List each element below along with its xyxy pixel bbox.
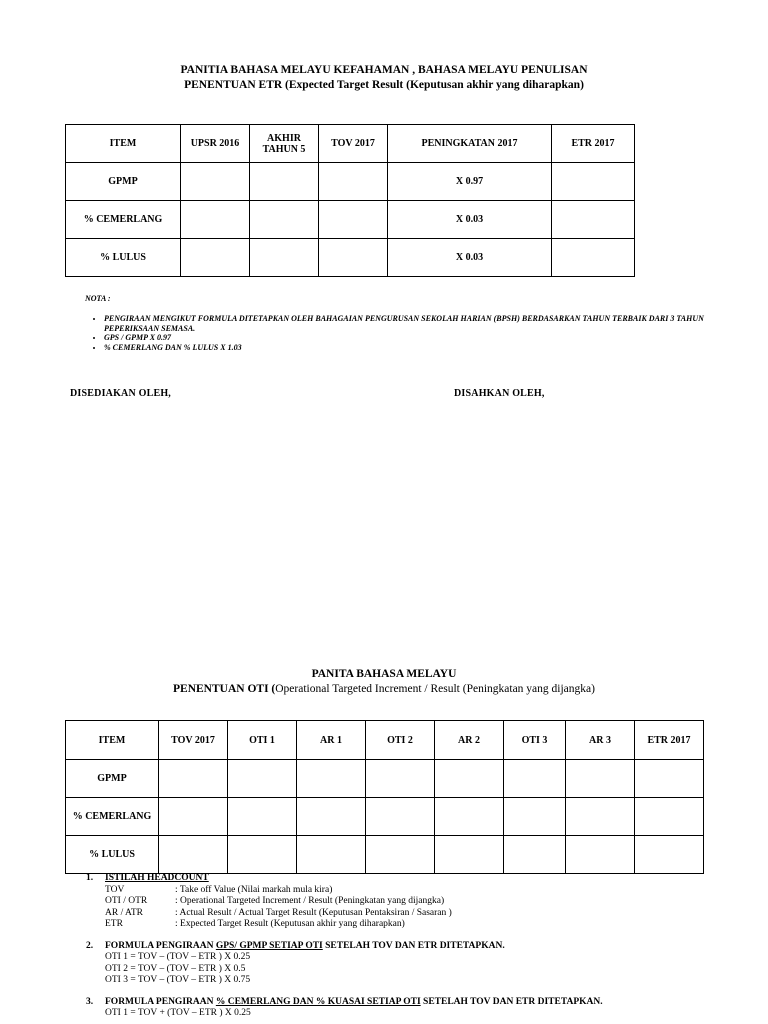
table-cell (635, 836, 704, 874)
list-item: ETR : Expected Target Result (Keputusan akhir yang diharapkan) (105, 919, 405, 929)
oti-header-tov: TOV 2017 (159, 721, 228, 760)
table-cell (228, 798, 297, 836)
table-cell (250, 163, 319, 201)
table-cell (435, 798, 504, 836)
etr-title (0, 63, 768, 93)
list-section-3-heading: 3. FORMULA PENGIRAAN % CEMERLANG DAN % KUASAI SETIAP OTI SETELAH TOV DAN ETR DITETAPKAN. (86, 996, 603, 1007)
list-item: OTI / OTR : Operational Targeted Increment / Result (Peningkatan yang dijangka) (105, 896, 445, 906)
table-cell (250, 239, 319, 277)
oti-table (65, 720, 704, 874)
oti-row-item: % CEMERLANG (66, 798, 159, 836)
oti-title-line1: PANITA BAHASA MELAYU (311, 668, 457, 680)
table-cell (319, 239, 388, 277)
list-item: AR / ATR : Actual Result / Actual Target Result (Keputusan Pentaksiran / Sasaran ) (105, 907, 452, 918)
table-cell (366, 798, 435, 836)
table-cell (159, 760, 228, 798)
table-cell (159, 836, 228, 874)
etr-row-item: % CEMERLANG (66, 201, 181, 239)
table-cell (504, 760, 566, 798)
etr-row-factor: X 0.03 (388, 201, 552, 239)
table-cell (297, 836, 366, 874)
table-row (66, 163, 635, 201)
etr-header-akhir: AKHIR TAHUN 5 (250, 125, 319, 163)
table-cell (504, 798, 566, 836)
etr-header-item: ITEM (66, 125, 181, 163)
table-cell (181, 201, 250, 239)
oti-header-etr: ETR 2017 (635, 721, 704, 760)
etr-row-item: % LULUS (66, 239, 181, 277)
etr-row-item: GPMP (66, 163, 181, 201)
table-cell (228, 760, 297, 798)
etr-header-row (66, 125, 635, 163)
oti-header-ar3: AR 3 (566, 721, 635, 760)
nota-label: NOTA : (85, 294, 111, 303)
list-section-1-heading: 1. ISTILAH HEADCOUNT (86, 873, 209, 883)
approved-by-label: DISAHKAN OLEH, (454, 388, 545, 399)
prepared-by-label: DISEDIAKAN OLEH, (70, 388, 171, 399)
oti-title (0, 667, 768, 697)
formula-line: OTI 1 = TOV + (TOV – ETR ) X 0.25 (105, 1008, 251, 1018)
formula-line: OTI 1 = TOV – (TOV – ETR ) X 0.25 (105, 952, 251, 962)
oti-header-oti1: OTI 1 (228, 721, 297, 760)
table-cell (181, 163, 250, 201)
table-cell (159, 798, 228, 836)
table-cell (228, 836, 297, 874)
table-row (66, 798, 704, 836)
oti-header-row (66, 721, 704, 760)
etr-row-factor: X 0.03 (388, 239, 552, 277)
table-cell (552, 201, 635, 239)
table-cell (504, 836, 566, 874)
table-cell (435, 760, 504, 798)
table-cell (635, 760, 704, 798)
etr-title-line2: PENENTUAN ETR (Expected Target Result (Keputusan akhir yang diharapkan) (184, 79, 584, 91)
etr-row-factor: X 0.97 (388, 163, 552, 201)
table-cell (297, 760, 366, 798)
table-cell (552, 239, 635, 277)
etr-table (65, 124, 635, 277)
table-cell (566, 836, 635, 874)
table-cell (435, 836, 504, 874)
oti-title-line2: PENENTUAN OTI (Operational Targeted Increment / Result (Peningkatan yang dijangka) (173, 683, 595, 695)
oti-header-oti2: OTI 2 (366, 721, 435, 760)
table-cell (250, 201, 319, 239)
oti-header-ar2: AR 2 (435, 721, 504, 760)
formula-list (86, 873, 746, 1020)
etr-header-etr: ETR 2017 (552, 125, 635, 163)
oti-row-item: % LULUS (66, 836, 159, 874)
table-cell (566, 798, 635, 836)
table-cell (552, 163, 635, 201)
formula-line: OTI 3 = TOV – (TOV – ETR ) X 0.75 (105, 975, 251, 985)
nota-item: • PENGIRAAN MENGIKUT FORMULA DITETAPKAN OLEH BAHAGAIAN PENGURUSAN SEKOLAH HARIAN (BPSH) BERDASARKAN TAHUN TERBAIK DARI 3 TAHUN PEPERIKSAAN SEMASA. (104, 314, 704, 333)
table-cell (319, 163, 388, 201)
list-item: TOV : Take off Value (Nilai markah mula kira) (105, 884, 333, 895)
table-cell (566, 760, 635, 798)
table-row (66, 239, 635, 277)
etr-header-upsr: UPSR 2016 (181, 125, 250, 163)
list-section-2-heading: 2. FORMULA PENGIRAAN GPS/ GPMP SETIAP OTI SETELAH TOV DAN ETR DITETAPKAN. (86, 940, 505, 951)
formula-line: OTI 2 = TOV – (TOV – ETR ) X 0.5 (105, 963, 246, 974)
table-row (66, 836, 704, 874)
etr-header-peningkatan: PENINGKATAN 2017 (388, 125, 552, 163)
table-cell (297, 798, 366, 836)
etr-header-tov: TOV 2017 (319, 125, 388, 163)
oti-row-item: GPMP (66, 760, 159, 798)
table-cell (366, 836, 435, 874)
nota-item: • GPS / GPMP X 0.97 (104, 333, 704, 343)
oti-header-item: ITEM (66, 721, 159, 760)
etr-title-line1: PANITIA BAHASA MELAYU KEFAHAMAN , BAHASA MELAYU PENULISAN (180, 64, 588, 76)
table-cell (181, 239, 250, 277)
nota-item: • % CEMERLANG DAN % LULUS X 1.03 (104, 343, 704, 353)
table-row (66, 760, 704, 798)
oti-header-ar1: AR 1 (297, 721, 366, 760)
table-cell (635, 798, 704, 836)
table-cell (319, 201, 388, 239)
table-row (66, 201, 635, 239)
table-cell (366, 760, 435, 798)
oti-header-oti3: OTI 3 (504, 721, 566, 760)
nota-list (88, 314, 704, 352)
